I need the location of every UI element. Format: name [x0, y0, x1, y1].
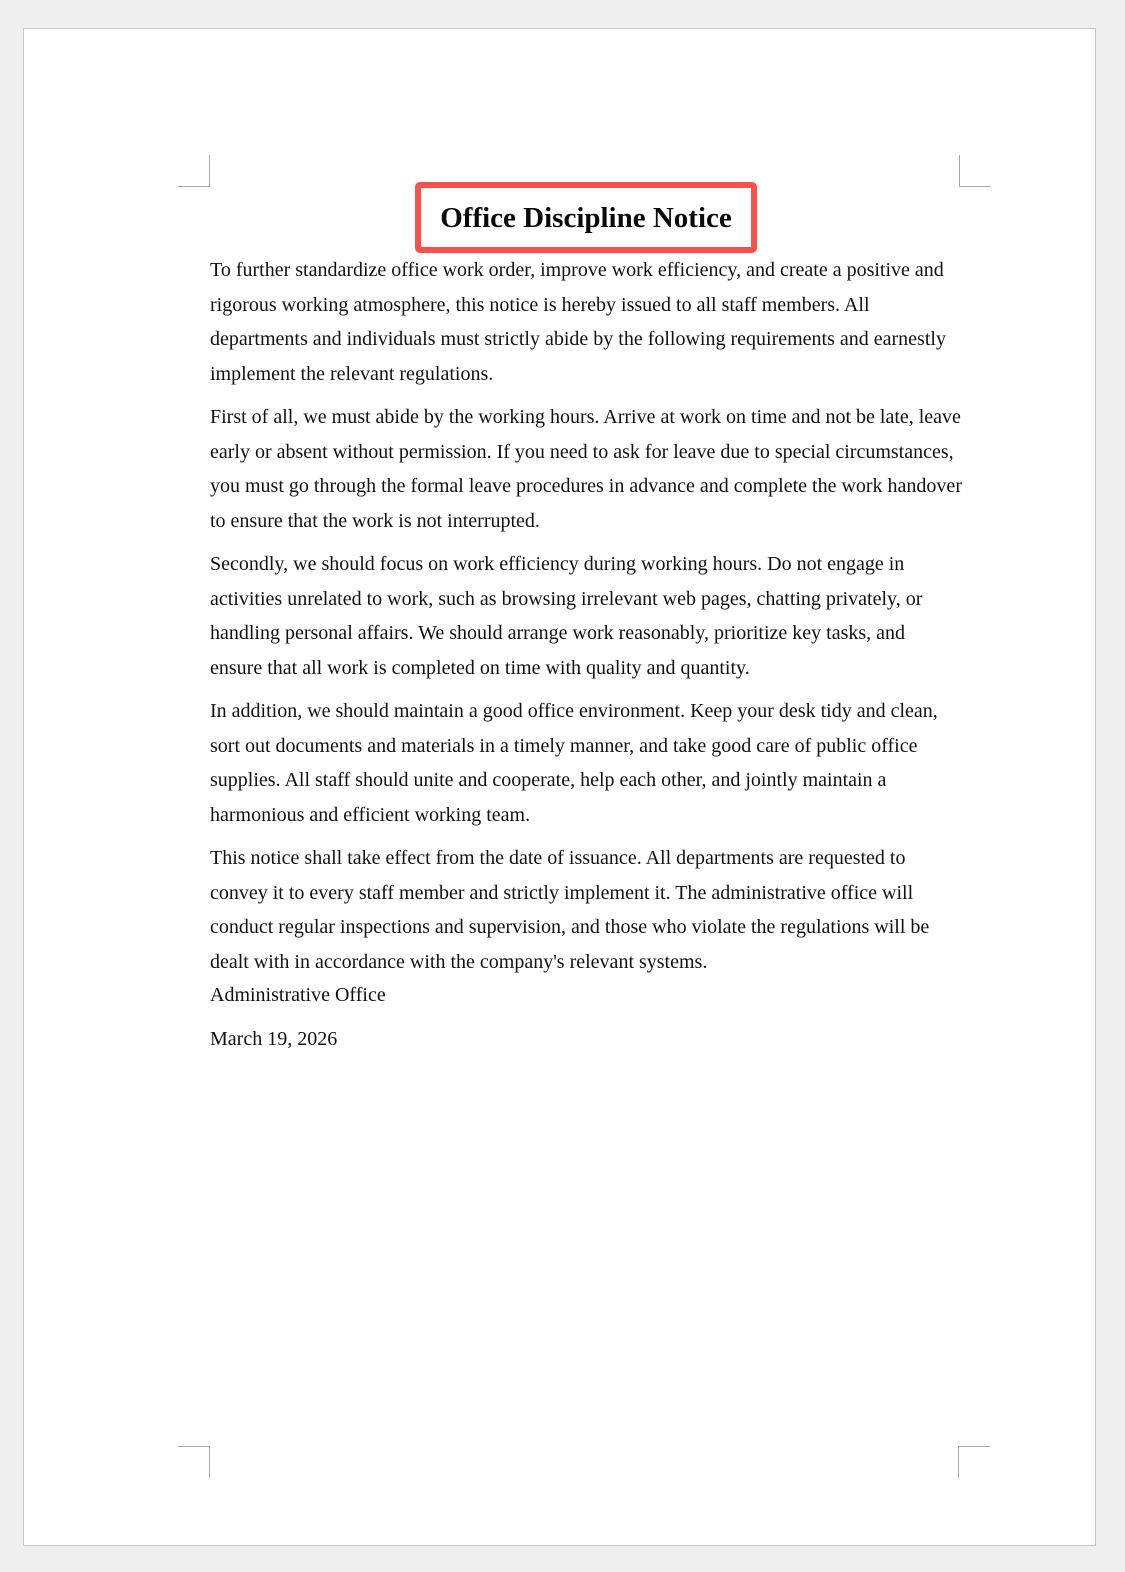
date-line: March 19, 2026 [210, 1027, 338, 1050]
signature-line: Administrative Office [210, 984, 386, 1006]
title-highlight-box [415, 182, 757, 253]
notice-paragraph-1: To further standardize office work order, improve work efficiency, and create a positive and rigorous working atmosphere, this notice is hereby issued to all staff members. All departments and individuals must strictly abide by the following requirements and earnestly implement the relevant regulations. [210, 259, 946, 385]
notice-body [210, 253, 962, 1056]
crop-mark-bottom-left-icon [178, 1446, 210, 1478]
document-content [210, 182, 962, 1065]
crop-mark-bottom-right-icon [958, 1446, 990, 1478]
crop-mark-top-right-icon [959, 155, 991, 187]
notice-paragraph-4: In addition, we should maintain a good office environment. Keep your desk tidy and clean, sort out documents and materials in a timely manner, and take good care of public office supplies. All staff should unite and cooperate, help each other, and jointly maintain a harmonious and efficient working team. [210, 700, 938, 826]
notice-paragraph-3: Secondly, we should focus on work efficiency during working hours. Do not engage in activities unrelated to work, such as browsing irrelevant web pages, chatting privately, or handling personal affairs. We should arrange work reasonably, prioritize key tasks, and ensure that all work is completed on time with quality and quantity. [210, 553, 923, 679]
document-title: Office Discipline Notice [440, 202, 732, 234]
crop-mark-top-left-icon [178, 155, 210, 187]
document-page [23, 28, 1096, 1546]
title-row [210, 182, 962, 253]
notice-paragraph-2: First of all, we must abide by the working hours. Arrive at work on time and not be late, leave early or absent without permission. If you need to ask for leave due to special circumstances, you must go through the formal leave procedures in advance and complete the work handover to ensure that the work is not interrupted. [210, 406, 962, 532]
notice-paragraph-5: This notice shall take effect from the date of issuance. All departments are requested to convey it to every staff member and strictly implement it. The administrative office will conduct regular inspections and supervision, and those who violate the regulations will be dealt with in accordance with the company's relevant systems. [210, 847, 930, 973]
